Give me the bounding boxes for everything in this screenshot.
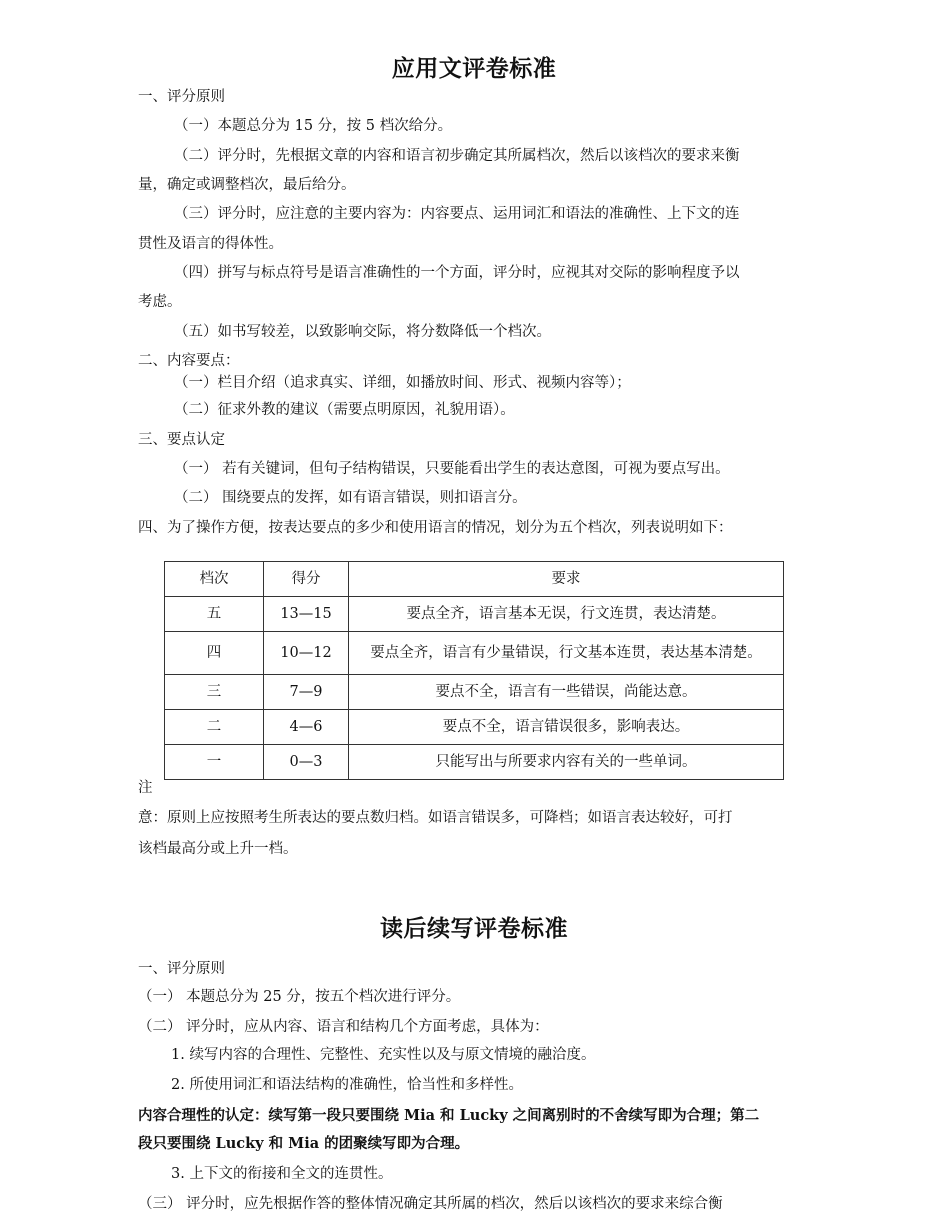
- table-row: [165, 675, 784, 710]
- criterion-1: 1. 续写内容的合理性、完整性、充实性以及与原文情境的融洽度。: [171, 1047, 596, 1063]
- note-text-a: 意：原则上应按照考生所表达的要点数归档。如语言错误多，可降档；如语言表达较好，可打: [138, 810, 733, 826]
- criterion-2: 2. 所使用词汇和语法结构的准确性，恰当性和多样性。: [171, 1077, 523, 1093]
- table-cell-score: 7—9: [264, 675, 349, 710]
- table-cell-requirement: 只能写出与所要求内容有关的一些单词。: [349, 745, 784, 780]
- table-cell-score: 10—12: [264, 632, 349, 675]
- table-header-cell: 要求: [349, 562, 784, 597]
- table-row: [165, 745, 784, 780]
- principle-1: （一）本题总分为 15 分，按 5 档次给分。: [174, 118, 453, 134]
- scoring-rule-2: （二） 评分时，应从内容、语言和结构几个方面考虑，具体为：: [138, 1019, 549, 1035]
- table-cell-requirement: 要点全齐，语言基本无误，行文连贯，表达清楚。: [349, 597, 784, 632]
- scoring-rule-1: （一） 本题总分为 25 分，按五个档次进行评分。: [138, 989, 461, 1005]
- reasonableness-note-b: 段只要围绕 Lucky 和 Mia 的团聚续写即为合理。: [138, 1135, 470, 1152]
- table-header-cell: 得分: [264, 562, 349, 597]
- table-cell-level: 三: [165, 675, 264, 710]
- section1-heading-3: 三、要点认定: [138, 432, 225, 448]
- section1-heading-4: 四、为了操作方便，按表达要点的多少和使用语言的情况，划分为五个档次，列表说明如下：: [138, 520, 733, 536]
- table-cell-level: 一: [165, 745, 264, 780]
- table-header-cell: 档次: [165, 562, 264, 597]
- table-cell-level: 五: [165, 597, 264, 632]
- table-row: [165, 632, 784, 675]
- section1-heading-2: 二、内容要点：: [138, 353, 240, 369]
- section1-title: 应用文评卷标准: [391, 55, 557, 82]
- principle-2b: 量，确定或调整档次，最后给分。: [138, 177, 356, 193]
- table-cell-score: 0—3: [264, 745, 349, 780]
- grading-table: [164, 561, 784, 780]
- principle-5: （五）如书写较差，以致影响交际，将分数降低一个档次。: [174, 324, 551, 340]
- table-row: [165, 710, 784, 745]
- table-cell-level: 四: [165, 632, 264, 675]
- section2-title: 读后续写评卷标准: [380, 915, 568, 942]
- table-header-row: [165, 562, 784, 597]
- principle-4a: （四）拼写与标点符号是语言准确性的一个方面，评分时，应视其对交际的影响程度予以: [174, 265, 740, 281]
- table-cell-requirement: 要点全齐，语言有少量错误，行文基本连贯，表达基本清楚。: [349, 632, 784, 675]
- table-cell-score: 4—6: [264, 710, 349, 745]
- principle-3b: 贯性及语言的得体性。: [138, 236, 283, 252]
- principle-4b: 考虑。: [138, 294, 182, 310]
- table-cell-requirement: 要点不全，语言错误很多，影响表达。: [349, 710, 784, 745]
- section2-heading-1: 一、评分原则: [138, 961, 225, 977]
- note-text-b: 该档最高分或上升一档。: [138, 841, 298, 857]
- table-row: [165, 597, 784, 632]
- principle-2a: （二）评分时，先根据文章的内容和语言初步确定其所属档次，然后以该档次的要求来衡: [174, 148, 740, 164]
- content-point-1: （一）栏目介绍（追求真实、详细，如播放时间、形式、视频内容等）；: [174, 375, 631, 391]
- content-point-2: （二）征求外教的建议（需要点明原因，礼貌用语）。: [174, 402, 515, 418]
- table-cell-requirement: 要点不全，语言有一些错误，尚能达意。: [349, 675, 784, 710]
- key-rule-1: （一） 若有关键词，但句子结构错误，只要能看出学生的表达意图，可视为要点写出。: [174, 461, 730, 477]
- table-cell-level: 二: [165, 710, 264, 745]
- scoring-rule-3: （三） 评分时，应先根据作答的整体情况确定其所属的档次，然后以该档次的要求来综合衡: [138, 1196, 723, 1212]
- principle-3a: （三）评分时，应注意的主要内容为：内容要点、运用词汇和语法的准确性、上下文的连: [174, 206, 740, 222]
- note-label: 注: [138, 780, 153, 796]
- key-rule-2: （二） 围绕要点的发挥，如有语言错误，则扣语言分。: [174, 490, 527, 506]
- reasonableness-note-a: 内容合理性的认定：续写第一段只要围绕 Mia 和 Lucky 之间离别时的不舍续写即为合理；第二: [138, 1107, 760, 1124]
- table-cell-score: 13—15: [264, 597, 349, 632]
- section1-heading-1: 一、评分原则: [138, 89, 225, 105]
- criterion-3: 3. 上下文的衔接和全文的连贯性。: [171, 1166, 393, 1182]
